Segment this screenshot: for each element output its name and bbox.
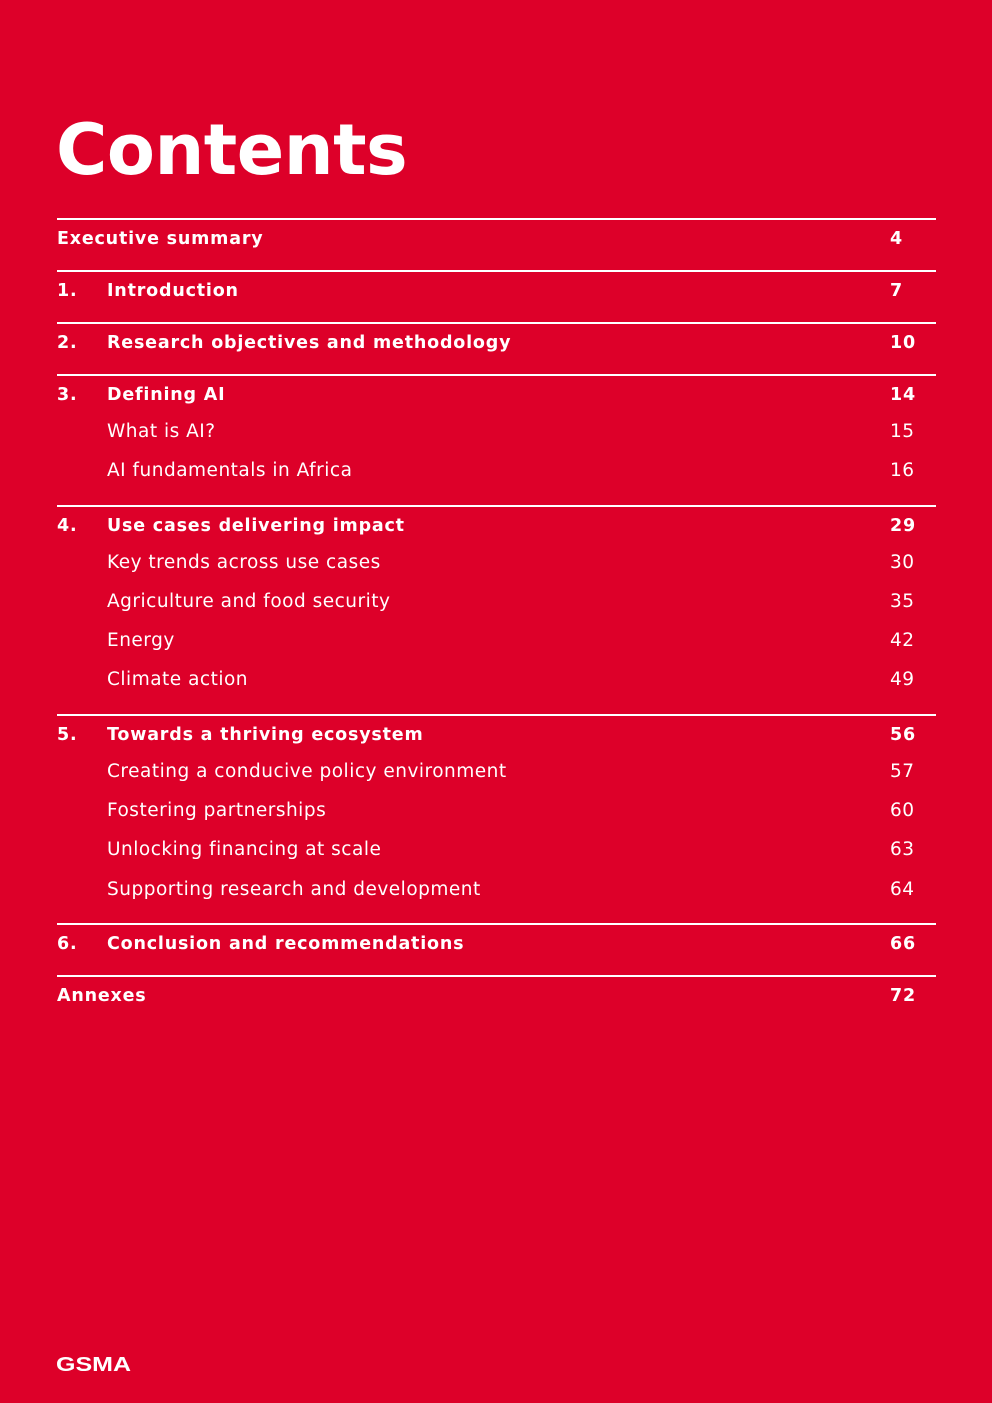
- toc-subentry-label: Unlocking financing at scale: [107, 839, 382, 861]
- toc-section-executive-summary: [57, 218, 936, 270]
- toc-entry-page: 29: [890, 515, 916, 536]
- toc-section-5: [57, 714, 936, 923]
- toc-subentry-page: 35: [890, 590, 915, 612]
- toc-entry[interactable]: [57, 376, 936, 414]
- toc-entry-label: Towards a thriving ecosystem: [107, 724, 424, 745]
- toc-entry[interactable]: [57, 925, 936, 963]
- toc-entry-label: Conclusion and recommendations: [107, 933, 465, 954]
- toc-subentry-page: 42: [890, 630, 915, 652]
- toc-subentry[interactable]: [57, 754, 936, 793]
- toc-subentry-page: 16: [890, 460, 915, 482]
- toc-section-4: [57, 505, 936, 714]
- toc-entry-number: 3.: [57, 385, 78, 405]
- toc-entry[interactable]: [57, 716, 936, 754]
- toc-entry-label: Annexes: [57, 985, 147, 1006]
- toc-subentry-label: Key trends across use cases: [107, 551, 381, 573]
- toc-entry-label: Use cases delivering impact: [107, 515, 405, 536]
- toc-subentry-label: Creating a conducive policy environment: [107, 760, 507, 782]
- toc-subentry[interactable]: [57, 584, 936, 623]
- toc-entry-number: 2.: [57, 333, 78, 353]
- toc-subentry-page: 49: [890, 669, 915, 691]
- toc-subentry-label: Supporting research and development: [107, 878, 481, 900]
- toc-entry-page: 4: [890, 229, 903, 249]
- toc-entry-page: 14: [890, 385, 916, 405]
- toc-entry[interactable]: [57, 220, 936, 258]
- table-of-contents: [57, 218, 936, 1027]
- toc-section-annexes: [57, 975, 936, 1027]
- toc-subentry[interactable]: [57, 872, 936, 911]
- toc-entry[interactable]: [57, 324, 936, 362]
- toc-entry-page: 56: [890, 724, 916, 745]
- toc-entry[interactable]: [57, 977, 936, 1015]
- toc-entry-label: Defining AI: [107, 385, 226, 405]
- toc-entry-page: 72: [890, 985, 916, 1006]
- toc-entry-number: 5.: [57, 724, 78, 745]
- toc-subentry-label: Energy: [107, 630, 175, 652]
- toc-subentry[interactable]: [57, 414, 936, 453]
- toc-entry-number: 4.: [57, 515, 78, 536]
- toc-entry-page: 66: [890, 933, 916, 954]
- toc-entry-label: Executive summary: [57, 229, 264, 249]
- toc-subentry-page: 30: [890, 551, 915, 573]
- toc-subentry[interactable]: [57, 623, 936, 662]
- toc-subentry-page: 57: [890, 760, 915, 782]
- toc-subentry-label: What is AI?: [107, 421, 216, 442]
- toc-section-2: [57, 322, 936, 374]
- toc-entry[interactable]: [57, 507, 936, 545]
- toc-subentry-label: AI fundamentals in Africa: [107, 460, 353, 482]
- toc-entry[interactable]: [57, 272, 936, 310]
- toc-section-6: [57, 923, 936, 975]
- toc-entry-page: 10: [890, 333, 916, 353]
- toc-entry-number: 1.: [57, 281, 78, 301]
- toc-subentry-page: 60: [890, 800, 915, 822]
- toc-subentry-page: 63: [890, 839, 915, 861]
- toc-subentry-page: 64: [890, 878, 915, 900]
- toc-subentry-label: Climate action: [107, 669, 249, 691]
- toc-entry-label: Research objectives and methodology: [107, 333, 512, 353]
- toc-subentry[interactable]: [57, 662, 936, 701]
- toc-entry-number: 6.: [57, 933, 78, 954]
- toc-subentry[interactable]: [57, 793, 936, 832]
- toc-subentry-label: Agriculture and food security: [107, 590, 391, 612]
- toc-entry-page: 7: [890, 281, 903, 301]
- toc-section-1: [57, 270, 936, 322]
- toc-section-3: [57, 374, 936, 505]
- gsma-logo: GSMA: [56, 1354, 131, 1376]
- toc-subentry[interactable]: [57, 453, 936, 492]
- page-title: Contents: [56, 109, 408, 191]
- toc-subentry-label: Fostering partnerships: [107, 800, 327, 822]
- toc-subentry[interactable]: [57, 832, 936, 871]
- toc-subentry[interactable]: [57, 545, 936, 584]
- toc-entry-label: Introduction: [107, 281, 239, 301]
- toc-subentry-page: 15: [890, 421, 915, 442]
